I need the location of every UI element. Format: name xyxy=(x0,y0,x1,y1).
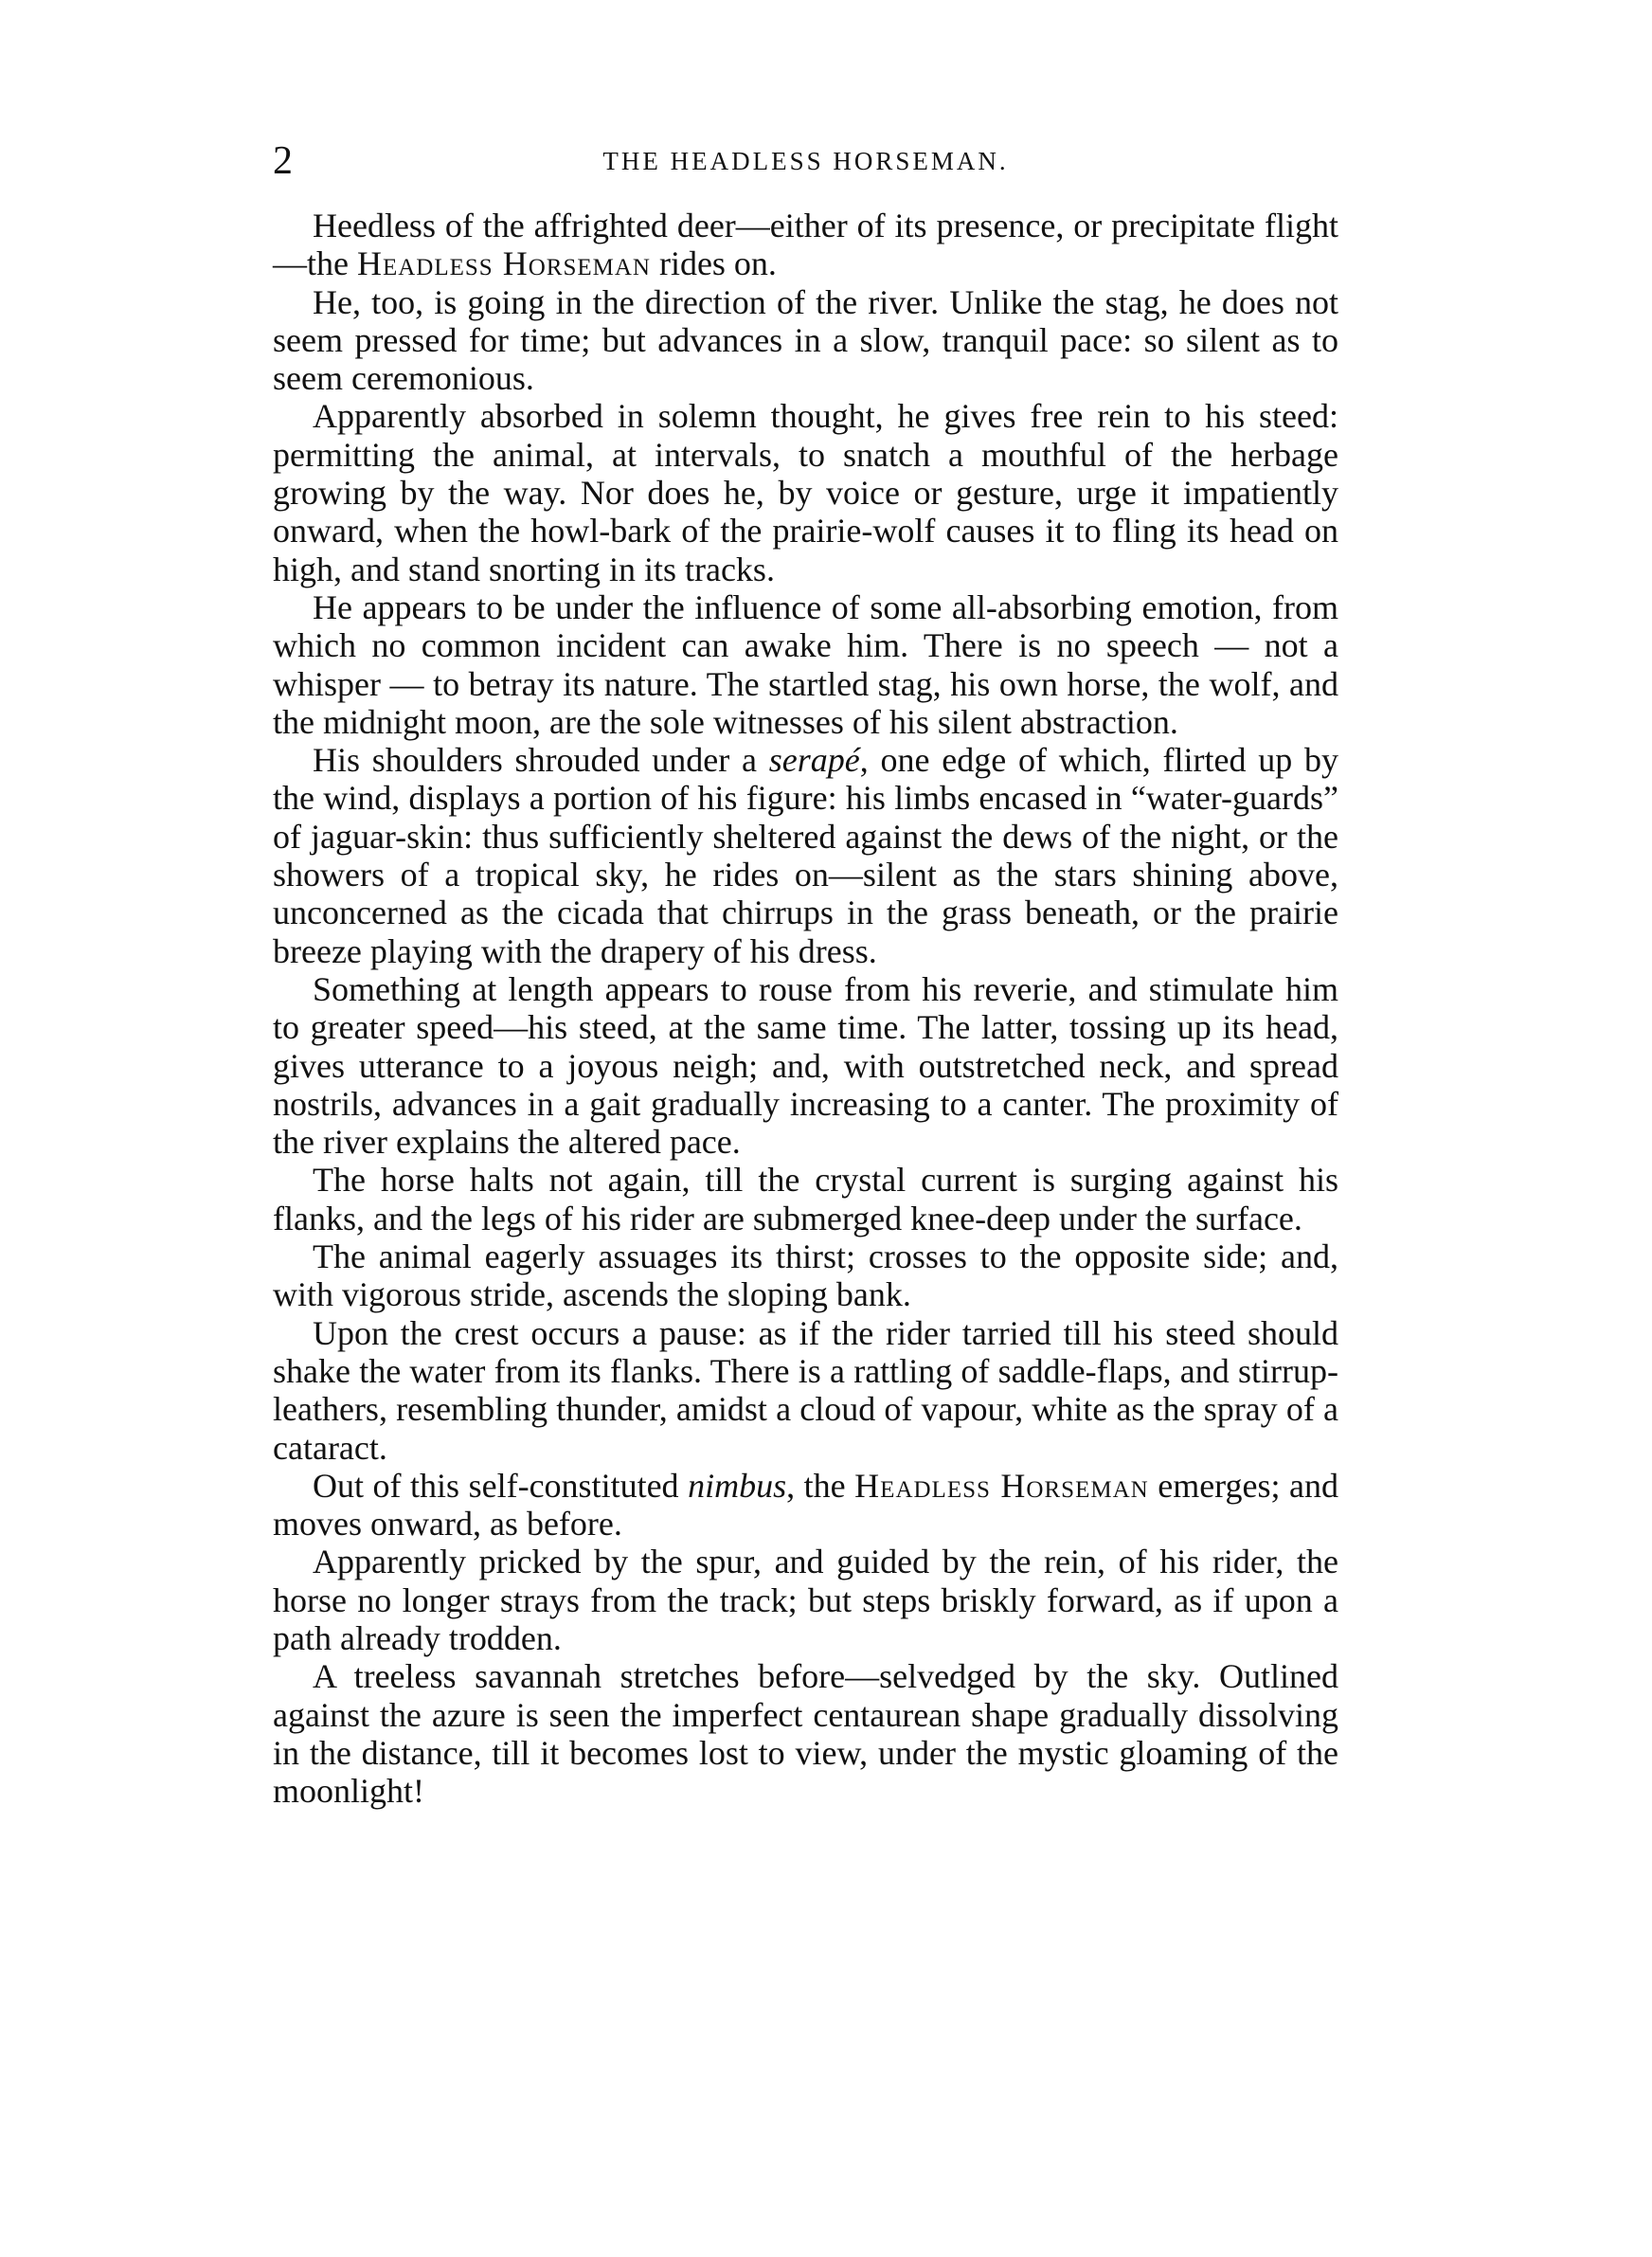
text-run: His shoulders shrouded under a xyxy=(313,741,769,780)
text-run: Upon the crest occurs a pause: as if the rider tarried till his steed should shake the water from its flanks. There is a rattling of saddle-flaps, and stirrup-leathers, resembling thunder, amidst a cloud of vapour, white as the spray of a cataract. xyxy=(273,1313,1338,1467)
text-run: A treeless savannah stretches before—selvedged by the sky. Outlined against the azure is seen the imperfect centaurean shape gradually dissolving in the distance, till it becomes lost to view, under the mystic gloaming of the moonlight! xyxy=(273,1657,1338,1811)
text-run: rides on. xyxy=(650,244,777,283)
body-text xyxy=(273,207,1338,1810)
text-run: Something at length appears to rouse from his reverie, and stimulate him to greater speed—his steed, at the same time. The latter, tossing up its head, gives utterance to a joyous neigh; and, with outstretched neck, and spread nostrils, advances in a gait gradually increasing to a canter. The proximity of the river explains the altered pace. xyxy=(273,969,1338,1162)
text-run: The horse halts not again, till the crystal current is surging against his flanks, and the legs of his rider are submerged knee-deep under the surface. xyxy=(273,1161,1338,1237)
text-run: , the xyxy=(786,1466,855,1505)
paragraph xyxy=(273,741,1338,970)
text-run: emerges; and moves onward, as before. xyxy=(273,1466,1339,1544)
italic-word: nimbus xyxy=(688,1466,787,1505)
text-run: Heedless of the affrighted deer—either of its presence, or precipitate flight—the xyxy=(273,207,1338,283)
text-run: Apparently pricked by the spur, and guided by the rein, of his rider, the horse no longer strays from the track; but steps briskly forward, as if upon a path already trodden. xyxy=(273,1543,1338,1657)
paragraph xyxy=(273,970,1338,1161)
paragraph xyxy=(273,1237,1338,1314)
text-run: , one edge of which, flirted up by the wind, displays a portion of his figure: his limbs encased in “water-guards” of jaguar-skin: thus sufficiently sheltered against the dews of the night, or the showers of a tropical sky, he rides on—silent as the stars shining above, unconcerned as the cicada that chirrups in the grass beneath, or the prairie breeze playing with the drapery of his dress. xyxy=(273,741,1338,970)
paragraph xyxy=(273,283,1338,398)
italic-word: serapé xyxy=(768,741,860,780)
page-number: 2 xyxy=(273,139,293,183)
paragraph xyxy=(273,1657,1338,1810)
text-run: He, too, is going in the direction of the river. Unlike the stag, he does not seem pressed for time; but advances in a slow, tranquil pace: so silent as to seem ceremonious. xyxy=(273,282,1338,398)
running-head xyxy=(273,133,1338,190)
paragraph xyxy=(273,1543,1338,1657)
small-caps-name: Headless Horseman xyxy=(356,244,651,283)
text-run: The animal eagerly assuages its thirst; crosses to the opposite side; and, with vigorous stride, ascends the sloping bank. xyxy=(273,1237,1338,1314)
paragraph xyxy=(273,397,1338,587)
running-title: THE HEADLESS HORSEMAN. xyxy=(602,147,1009,175)
paragraph xyxy=(273,207,1338,283)
paragraph xyxy=(273,1314,1338,1467)
paragraph xyxy=(273,1467,1338,1544)
text-run: Out of this self-constituted xyxy=(313,1466,689,1505)
text-run: Apparently absorbed in solemn thought, he gives free rein to his steed: permitting the animal, at intervals, to snatch a mouthful of the herbage growing by the way. Nor does he, by voice or gesture, urge it impatiently onward, when the howl-bark of the prairie-wolf causes it to fling its head on high, and stand snorting in its tracks. xyxy=(273,397,1338,588)
paragraph xyxy=(273,1161,1338,1237)
text-run: He appears to be under the influence of some all-absorbing emotion, from which no common incident can awake him. There is no speech — not a whisper — to betray its nature. The startled stag, his own horse, the wolf, and the midnight moon, are the sole witnesses of his silent abstraction. xyxy=(273,587,1338,741)
small-caps-name: Headless Horseman xyxy=(854,1466,1149,1505)
paragraph xyxy=(273,588,1338,741)
